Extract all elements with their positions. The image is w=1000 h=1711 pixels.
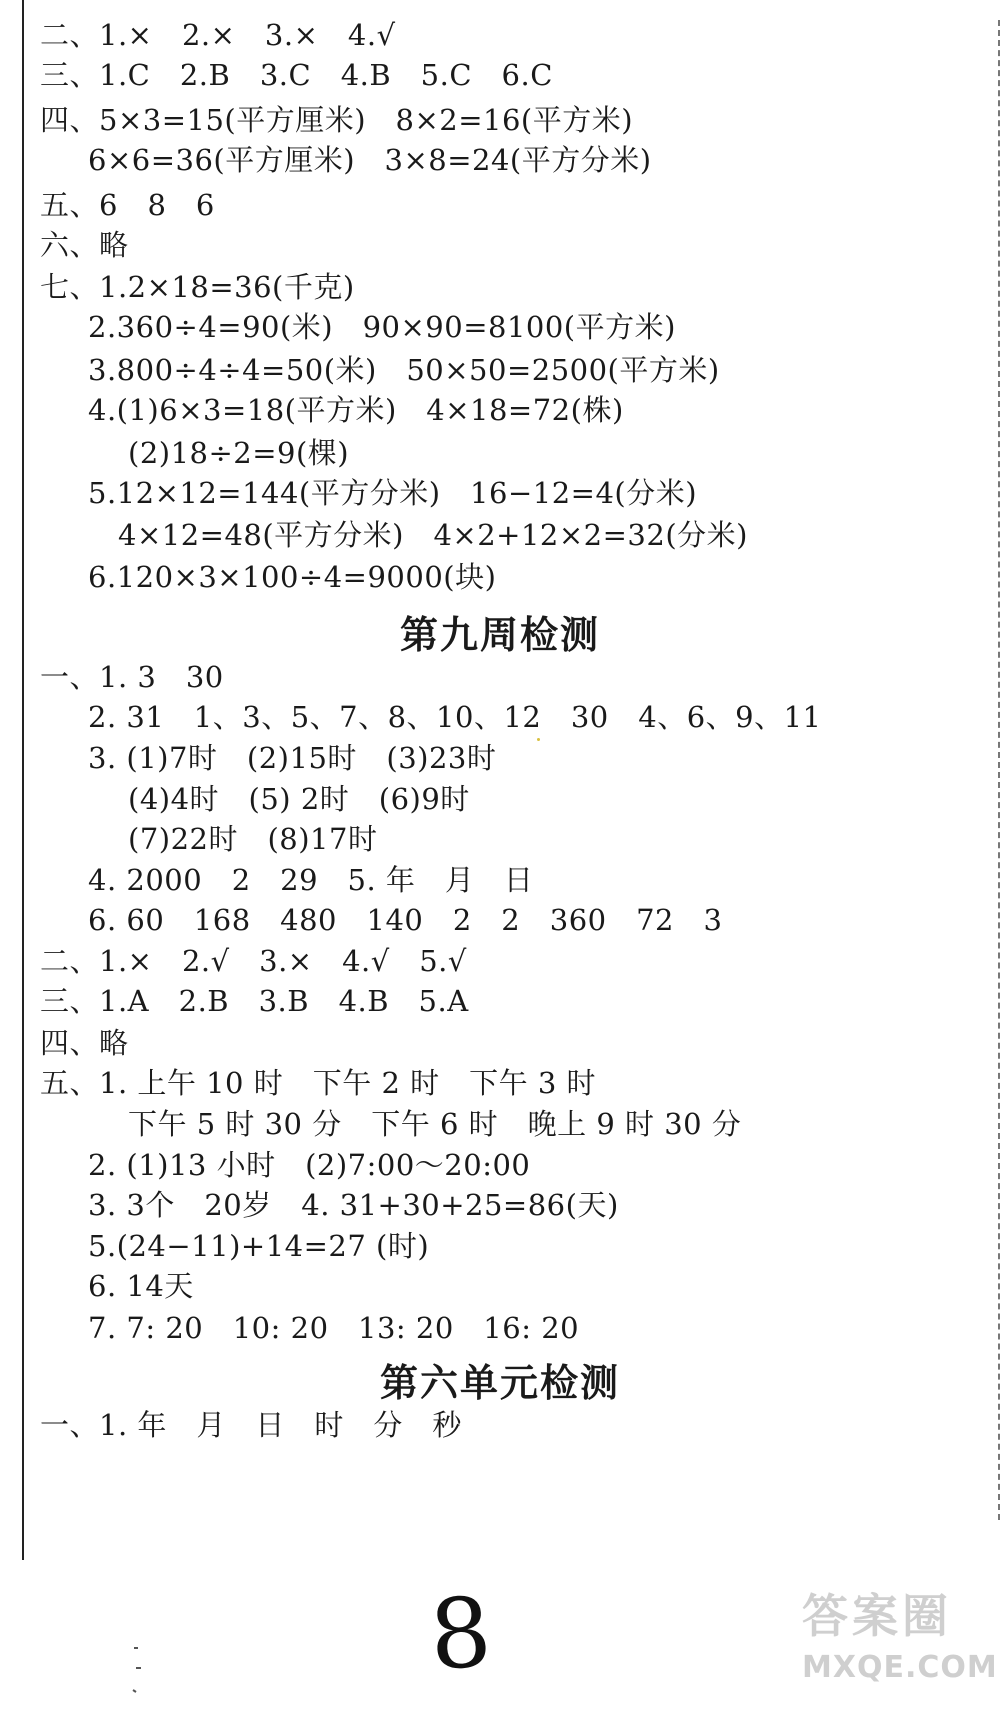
watermark-domain: MXQE.COM	[802, 1650, 998, 1685]
answer-line: (4)4时 (5) 2时 (6)9时	[128, 782, 470, 816]
answer-line: 6. 60 168 480 140 2 2 360 72 3	[88, 903, 723, 937]
handwritten-page-number: 8	[426, 1576, 495, 1692]
answer-line: 6.120×3×100÷4=9000(块)	[88, 560, 497, 594]
answer-line: 三、1.A 2.B 3.B 4.B 5.A	[40, 984, 469, 1018]
answer-line: (2)18÷2=9(棵)	[128, 436, 350, 470]
answer-line: 四、5×3=15(平方厘米) 8×2=16(平方米)	[40, 103, 634, 137]
answer-line: 6. 14天	[88, 1269, 194, 1303]
answer-line: 七、1.2×18=36(千克)	[40, 270, 355, 304]
answer-line: 3.800÷4÷4=50(米) 50×50=2500(平方米)	[88, 353, 720, 387]
section-heading-week9: 第九周检测	[399, 613, 600, 657]
answer-line: 2. (1)13 小时 (2)7:00～20:00	[88, 1148, 531, 1182]
answer-line: 二、1.× 2.× 3.× 4.√	[40, 18, 396, 52]
answer-line: 4.(1)6×3=18(平方米) 4×18=72(株)	[88, 393, 624, 427]
answer-line: (7)22时 (8)17时	[128, 822, 378, 856]
site-watermark-logo	[802, 1580, 998, 1700]
right-perforation-edge	[995, 20, 1000, 1520]
watermark-title: 答案圈	[802, 1589, 952, 1643]
answer-line: 二、1.× 2.√ 3.× 4.√ 5.√	[40, 944, 467, 978]
answer-line: 5.(24−11)+14=27 (时)	[88, 1229, 430, 1263]
section-heading-unit6: 第六单元检测	[379, 1361, 620, 1405]
answer-line: 五、1. 上午 10 时 下午 2 时 下午 3 时	[40, 1066, 597, 1100]
answer-line: 六、略	[40, 228, 129, 262]
stray-marks	[130, 1640, 150, 1705]
answer-line: 3. 3个 20岁 4. 31+30+25=86(天)	[88, 1188, 619, 1222]
answer-line: 4. 2000 2 29 5. 年 月 日	[88, 863, 534, 897]
answer-line: 五、6 8 6	[40, 188, 215, 222]
answer-line: 3. (1)7时 (2)15时 (3)23时	[88, 741, 497, 775]
answer-line: 2. 31 1、3、5、7、8、10、12 30 4、6、9、11	[88, 700, 822, 734]
answer-line: 一、1. 年 月 日 时 分 秒	[40, 1408, 462, 1442]
answer-line: 6×6=36(平方厘米) 3×8=24(平方分米)	[88, 143, 652, 177]
answer-line: 4×12=48(平方分米) 4×2+12×2=32(分米)	[118, 518, 748, 552]
answer-line: 四、略	[40, 1026, 129, 1060]
answer-line: 三、1.C 2.B 3.C 4.B 5.C 6.C	[40, 58, 553, 92]
answer-line: 一、1. 3 30	[40, 660, 224, 694]
answer-line: 2.360÷4=90(米) 90×90=8100(平方米)	[88, 310, 676, 344]
answer-line: 7. 7: 20 10: 20 13: 20 16: 20	[88, 1311, 580, 1345]
left-margin-rule	[22, 0, 24, 1560]
answer-line: 5.12×12=144(平方分米) 16−12=4(分米)	[88, 476, 698, 510]
ink-speck	[537, 738, 540, 741]
answer-line: 下午 5 时 30 分 下午 6 时 晚上 9 时 30 分	[128, 1107, 742, 1141]
